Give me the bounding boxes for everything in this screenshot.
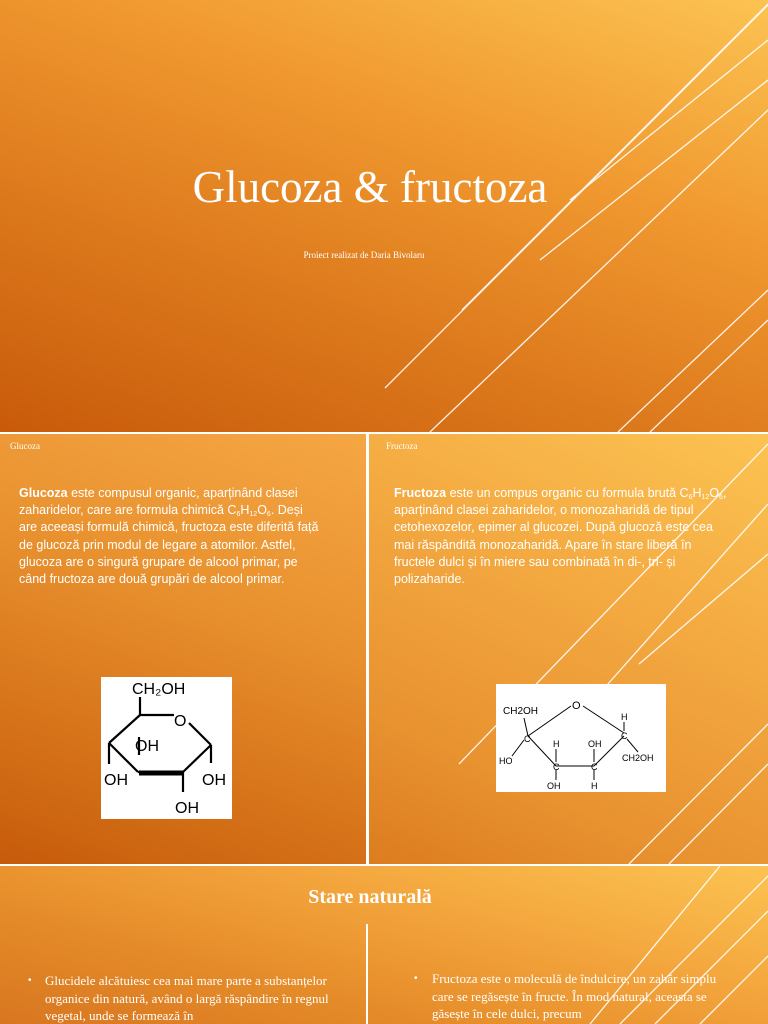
ho-label: HO xyxy=(499,756,513,766)
ch2oh-right-label: CH2OH xyxy=(622,753,654,763)
fructose-description xyxy=(394,485,734,588)
panel-tab-glucoza: Glucoza xyxy=(10,441,40,451)
glucose-text-a: este compusul organic, aparținând clasei zaharidelor, care are formula chimică C xyxy=(19,486,298,518)
glucose-term: Glucoza xyxy=(19,486,68,500)
left-bullet-text: Glucidele alcătuiesc cea mai mare parte a substanțelor organice din natură, având o largă răspândire în regnul vegetal, unde se formează în xyxy=(45,973,329,1024)
h-bottom-label: H xyxy=(591,781,598,791)
panel-tab-fructoza: Fructoza xyxy=(386,441,418,451)
glucose-text-b: . Deși are aceeași formulă chimică, fructoza este diferită față de glucoză prin modul de legare a atomilor. Astfel, glucoza are o singură grupare de alcool primar, pe când fructoza are două grupări de alcool primar. xyxy=(19,503,319,587)
h-mid-label: H xyxy=(553,739,560,749)
column-divider xyxy=(366,924,368,1024)
bullet-marker: • xyxy=(414,973,418,984)
formula-sub: 6 xyxy=(719,494,723,501)
slide-heading: Stare naturală xyxy=(308,886,432,908)
formula-sub: 6 xyxy=(236,511,241,519)
decorative-lines xyxy=(0,0,768,432)
formula-h: H xyxy=(692,486,702,500)
glucose-structure xyxy=(101,677,232,819)
formula-o: O xyxy=(257,503,267,518)
bullet-marker: • xyxy=(28,975,32,986)
deco-line xyxy=(618,290,768,432)
c-bottom-right-label: C xyxy=(591,762,598,772)
formula-h: H xyxy=(240,503,250,518)
ch2oh-left-label: CH2OH xyxy=(503,706,539,717)
oh-bottom-label: OH xyxy=(547,781,561,791)
left-bullet-item xyxy=(28,972,345,1024)
c-left-label: C xyxy=(524,734,531,744)
glucose-description xyxy=(19,485,319,588)
oh-inner-label: OH xyxy=(135,738,159,755)
oh-bottom-label: OH xyxy=(175,800,199,817)
deco-line xyxy=(430,110,768,432)
deco-line xyxy=(650,320,768,432)
title-slide xyxy=(0,0,768,432)
deco-line xyxy=(462,4,768,310)
fructose-text-b: , aparținând clasei zaharidelor, o monozaharidă de tipul cetohexozelor, epimer al glucozei. După glucoză este cea mai răspândită monozaharidă. Apare în stare liberă în fructele dulci și în miere sau combinată în di-, tri- și polizaharide. xyxy=(394,486,727,587)
formula-sub: 12 xyxy=(249,511,258,519)
slide-title: Glucoza & fructoza xyxy=(192,162,548,212)
fructose-term: Fructoza xyxy=(394,486,447,500)
oh-mid-label: OH xyxy=(588,739,602,749)
fructose-panel xyxy=(369,434,768,864)
formula-o: O xyxy=(709,486,720,500)
deco-line xyxy=(669,764,768,864)
slide-subtitle: Proiect realizat de Daria Bivolaru xyxy=(303,250,425,260)
ring-oxygen-label: O xyxy=(572,700,581,712)
fructose-text-a: este un compus organic cu formula brută C xyxy=(446,486,689,500)
ch2oh-label: CH₂OH xyxy=(132,681,186,698)
h-right-label: H xyxy=(621,712,628,722)
fructose-structure xyxy=(496,684,666,792)
formula-sub: 6 xyxy=(266,511,271,519)
oh-left-label: OH xyxy=(104,772,128,789)
natural-state-slide xyxy=(0,866,768,1024)
glucose-panel xyxy=(0,434,366,864)
c-right-label: C xyxy=(621,731,628,741)
ring-oxygen-label: O xyxy=(174,713,187,730)
oh-right-label: OH xyxy=(202,772,226,789)
c-bottom-left-label: C xyxy=(553,762,560,772)
right-bullet-text: Fructoza este o moleculă de îndulcire, un zahăr simplu care se regăsește în fructe. În mod natural, aceasta se găsește în cele dulci, precum xyxy=(432,971,717,1022)
formula-sub: 12 xyxy=(701,494,710,501)
right-bullet-item xyxy=(414,970,732,1023)
formula-sub: 6 xyxy=(688,494,693,501)
